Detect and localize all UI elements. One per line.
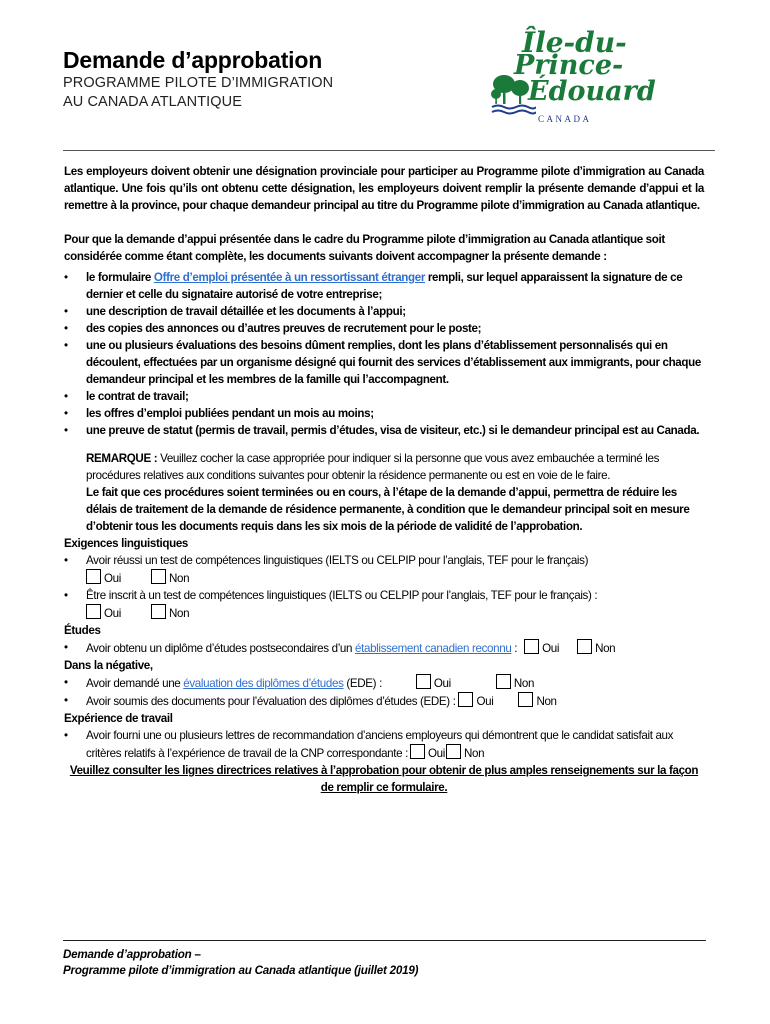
credential-assessment-link[interactable]: évaluation des diplômes d’études xyxy=(183,677,344,690)
language-heading: Exigences linguistiques xyxy=(64,537,189,550)
studies-question-3: • Avoir soumis des documents pour l’évaluation des diplômes d’études (EDE) : Oui Non xyxy=(64,692,704,710)
page-title: Demande d’approbation xyxy=(63,47,323,73)
studies-q3-oui-checkbox[interactable] xyxy=(458,692,473,707)
form-body xyxy=(64,163,704,796)
language-q1-oui-checkbox[interactable] xyxy=(86,569,101,584)
language-q2-non-checkbox[interactable] xyxy=(151,604,166,619)
language-q1-options: Oui Non xyxy=(64,569,704,587)
experience-heading: Expérience de travail xyxy=(64,712,173,725)
logo-country: CANADA xyxy=(538,114,592,124)
list-item: • le contrat de travail; xyxy=(64,388,704,405)
remark-bold-text: Le fait que ces procédures soient terminées ou en cours, à l’étape de la demande d’appui, permettra de réduire les délais de traitement de la demande de résidence permanente, à condition que le demandeur principal soit en mesure d’obtenir tous les documents requis dans les six mois de la période de validité de l’approbation. xyxy=(86,486,690,533)
list-item: • une description de travail détaillée et les documents à l’appui; xyxy=(64,303,704,320)
studies-q2-oui-checkbox[interactable] xyxy=(416,674,431,689)
footer-line: Demande d’approbation – xyxy=(63,948,201,961)
list-item: • le formulaire Offre d’emploi présentée à un ressortissant étranger rempli, sur lequel apparaissent la signature de ce dernier et celle du signataire autorisé de votre entreprise; xyxy=(64,269,704,303)
language-q1-non-checkbox[interactable] xyxy=(151,569,166,584)
page-footer xyxy=(63,947,418,979)
studies-q1-non-checkbox[interactable] xyxy=(577,639,592,654)
list-item: • des copies des annonces ou d’autres preuves de recrutement pour le poste; xyxy=(64,320,704,337)
experience-oui-checkbox[interactable] xyxy=(410,744,425,759)
studies-question-2: • Avoir demandé une évaluation des diplômes d’études (EDE) : Oui Non xyxy=(64,674,704,692)
studies-question-1: • Avoir obtenu un diplôme d’études postsecondaires d’un établissement canadien reconnu : Oui Non xyxy=(64,639,704,657)
studies-q1-oui-checkbox[interactable] xyxy=(524,639,539,654)
language-question-1: • Avoir réussi un test de compétences linguistiques (IELTS ou CELPIP pour l’anglais, TEF pour le français) xyxy=(64,552,704,569)
studies-q2-non-checkbox[interactable] xyxy=(496,674,511,689)
remark-text: Veuillez cocher la case appropriée pour indiquer si la personne que vous avez embauchée a terminé les procédures relatives aux conditions suivantes pour obtenir la résidence permanente ou est en voie de le faire. xyxy=(86,452,660,482)
page-subtitle xyxy=(63,74,333,112)
experience-question-1: • Avoir fourni une ou plusieurs lettres de recommandation d’anciens employeurs qui démontrent que le candidat satisfait aux critères relatifs à l’expérience de travail de la CNP correspondante : Oui Non xyxy=(64,727,704,762)
list-item: • les offres d’emploi publiées pendant un mois au moins; xyxy=(64,405,704,422)
logo-text: Prince- xyxy=(514,50,624,81)
documents-list xyxy=(64,269,704,439)
recognized-institution-link[interactable]: établissement canadien reconnu xyxy=(355,642,512,655)
footer-line: Programme pilote d’immigration au Canada atlantique (juillet 2019) xyxy=(63,964,419,977)
subtitle-line: AU CANADA ATLANTIQUE xyxy=(63,94,242,110)
language-question-2: • Être inscrit à un test de compétences linguistiques (IELTS ou CELPIP pour l’anglais, TEF pour le français) : xyxy=(64,587,704,604)
studies-q3-non-checkbox[interactable] xyxy=(518,692,533,707)
experience-non-checkbox[interactable] xyxy=(446,744,461,759)
language-q2-options: Oui Non xyxy=(64,604,704,622)
list-item: • une ou plusieurs évaluations des besoins dûment remplies, dont les plans d’établissement personnalisés qui en découlent, effectuées par un organisme désigné qui fournit des services d’établissement aux immigrants, pour chaque demandeur principal et les membres de la famille qui l’accompagnent. xyxy=(64,337,704,388)
studies-heading: Études xyxy=(64,624,101,637)
pei-logo xyxy=(486,26,656,130)
remark-block xyxy=(64,450,704,535)
footer-divider xyxy=(63,940,706,941)
requirements-intro: Pour que la demande d’appui présentée dans le cadre du Programme pilote d’immigration au Canada atlantique soit considérée comme étant complète, les documents suivants doivent accompagner la présente demande : xyxy=(64,233,665,263)
negative-label: Dans la négative, xyxy=(64,659,153,672)
job-offer-form-link[interactable]: Offre d’emploi présentée à un ressortissant étranger xyxy=(153,271,426,284)
intro-paragraph: Les employeurs doivent obtenir une désignation provinciale pour participer au Programme pilote d’immigration au Canada atlantique. Une fois qu’ils ont obtenu cette désignation, les employeurs doivent remplir la présente demande d’appui et la remettre à la province, pour chaque demandeur principal au titre du Programme pilote d’immigration au Canada atlantique. xyxy=(64,165,704,212)
list-item: • une preuve de statut (permis de travail, permis d’études, visa de visiteur, etc.) si le demandeur principal est au Canada. xyxy=(64,422,704,439)
language-q2-oui-checkbox[interactable] xyxy=(86,604,101,619)
logo-text: Édouard xyxy=(528,76,656,107)
logo-text: Île-du- xyxy=(522,26,627,59)
guidelines-note: Veuillez consulter les lignes directrices relatives à l’approbation pour obtenir de plus amples renseignements sur la façon de remplir ce formulaire. xyxy=(69,764,699,794)
header-divider xyxy=(63,150,715,151)
remark-label: REMARQUE : xyxy=(86,452,161,465)
subtitle-line: PROGRAMME PILOTE D’IMMIGRATION xyxy=(63,75,334,91)
